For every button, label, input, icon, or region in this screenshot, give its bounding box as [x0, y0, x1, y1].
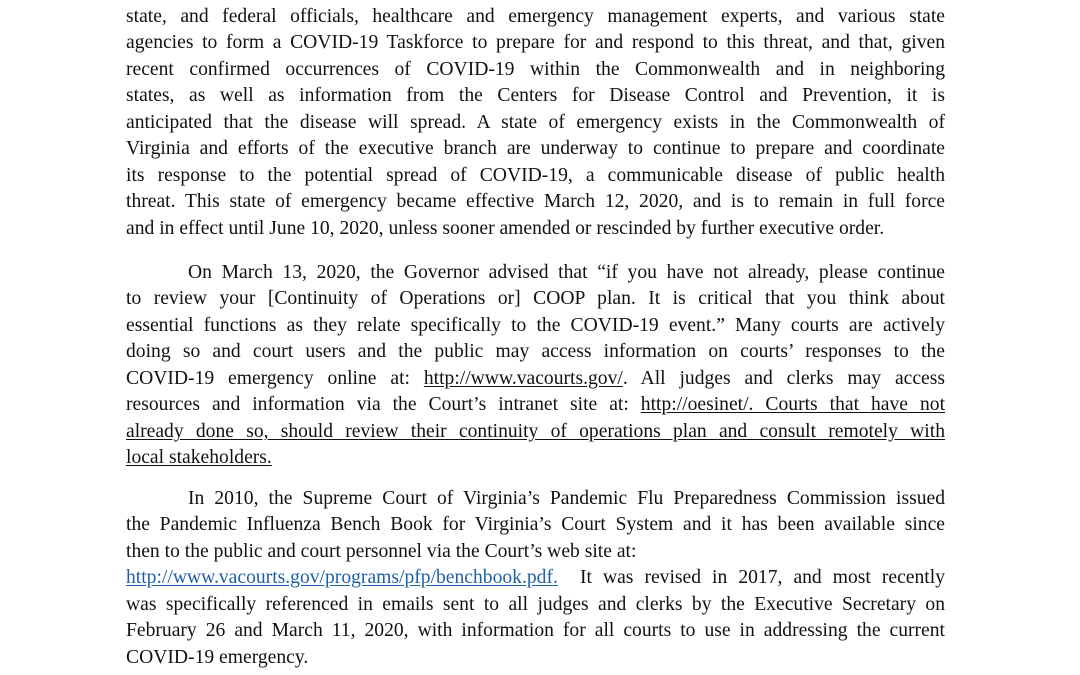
text-line: On March 13, 2020, the Governor advised that “if you have not already, please continue	[188, 262, 945, 283]
text-line: essential functions as they relate specifically to the COVID-19 event.” Many courts are actively	[126, 315, 945, 336]
text-line: doing so and court users and the public may access information on courts’ responses to the	[126, 341, 945, 362]
underlined-text: . Courts that have not	[748, 394, 946, 415]
text-line: COVID-19 emergency.	[126, 647, 309, 668]
text-line: In 2010, the Supreme Court of Virginia’s Pandemic Flu Preparedness Commission issued	[188, 488, 945, 509]
text-line: the Pandemic Influenza Bench Book for Virginia’s Court System and it has been available since	[126, 514, 945, 535]
text-line: and in effect until June 10, 2020, unless sooner amended or rescinded by further executive order.	[126, 218, 885, 239]
text-line	[126, 566, 945, 590]
text-segment: . All judges and clerks may access	[622, 368, 945, 389]
text-line: threat. This state of emergency became effective March 12, 2020, and is to remain in full force	[126, 191, 945, 212]
text-line: Virginia and efforts of the executive branch are underway to continue to prepare and coordinate	[126, 138, 945, 159]
text-line: then to the public and court personnel via the Court’s web site at:	[126, 541, 637, 562]
underlined-text-line: already done so, should review their continuity of operations plan and consult remotely with	[126, 421, 945, 442]
benchbook-link[interactable]: http://www.vacourts.gov/programs/pfp/benchbook.pdf.	[126, 567, 558, 588]
text-segment: resources and information via the Court’s intranet site at:	[126, 394, 641, 415]
text-line	[126, 393, 945, 417]
text-line: recent confirmed occurrences of COVID-19 within the Commonwealth and in neighboring	[126, 59, 945, 80]
oesinet-link[interactable]: http://oesinet/	[640, 394, 749, 415]
text-line: state, and federal officials, healthcare and emergency management experts, and various state	[126, 6, 945, 27]
text-line: to review your [Continuity of Operations or] COOP plan. It is critical that you think about	[126, 288, 945, 309]
text-segment: It was revised in 2017, and most recently	[557, 567, 945, 588]
text-line: its response to the potential spread of COVID-19, a communicable disease of public health	[126, 165, 945, 186]
text-line	[126, 367, 945, 391]
text-line: agencies to form a COVID-19 Taskforce to prepare for and respond to this threat, and that, given	[126, 32, 945, 53]
underlined-text-line: local stakeholders.	[126, 447, 272, 468]
text-line: states, as well as information from the Centers for Disease Control and Prevention, it is	[126, 85, 945, 106]
text-line: February 26 and March 11, 2020, with information for all courts to use in addressing the current	[126, 620, 945, 641]
text-line: was specifically referenced in emails sent to all judges and clerks by the Executive Secretary on	[126, 594, 945, 615]
vacourts-link[interactable]: http://www.vacourts.gov/	[423, 368, 623, 389]
text-line: anticipated that the disease will spread. A state of emergency exists in the Commonwealth of	[126, 112, 945, 133]
text-segment: COVID-19 emergency online at:	[126, 368, 424, 389]
